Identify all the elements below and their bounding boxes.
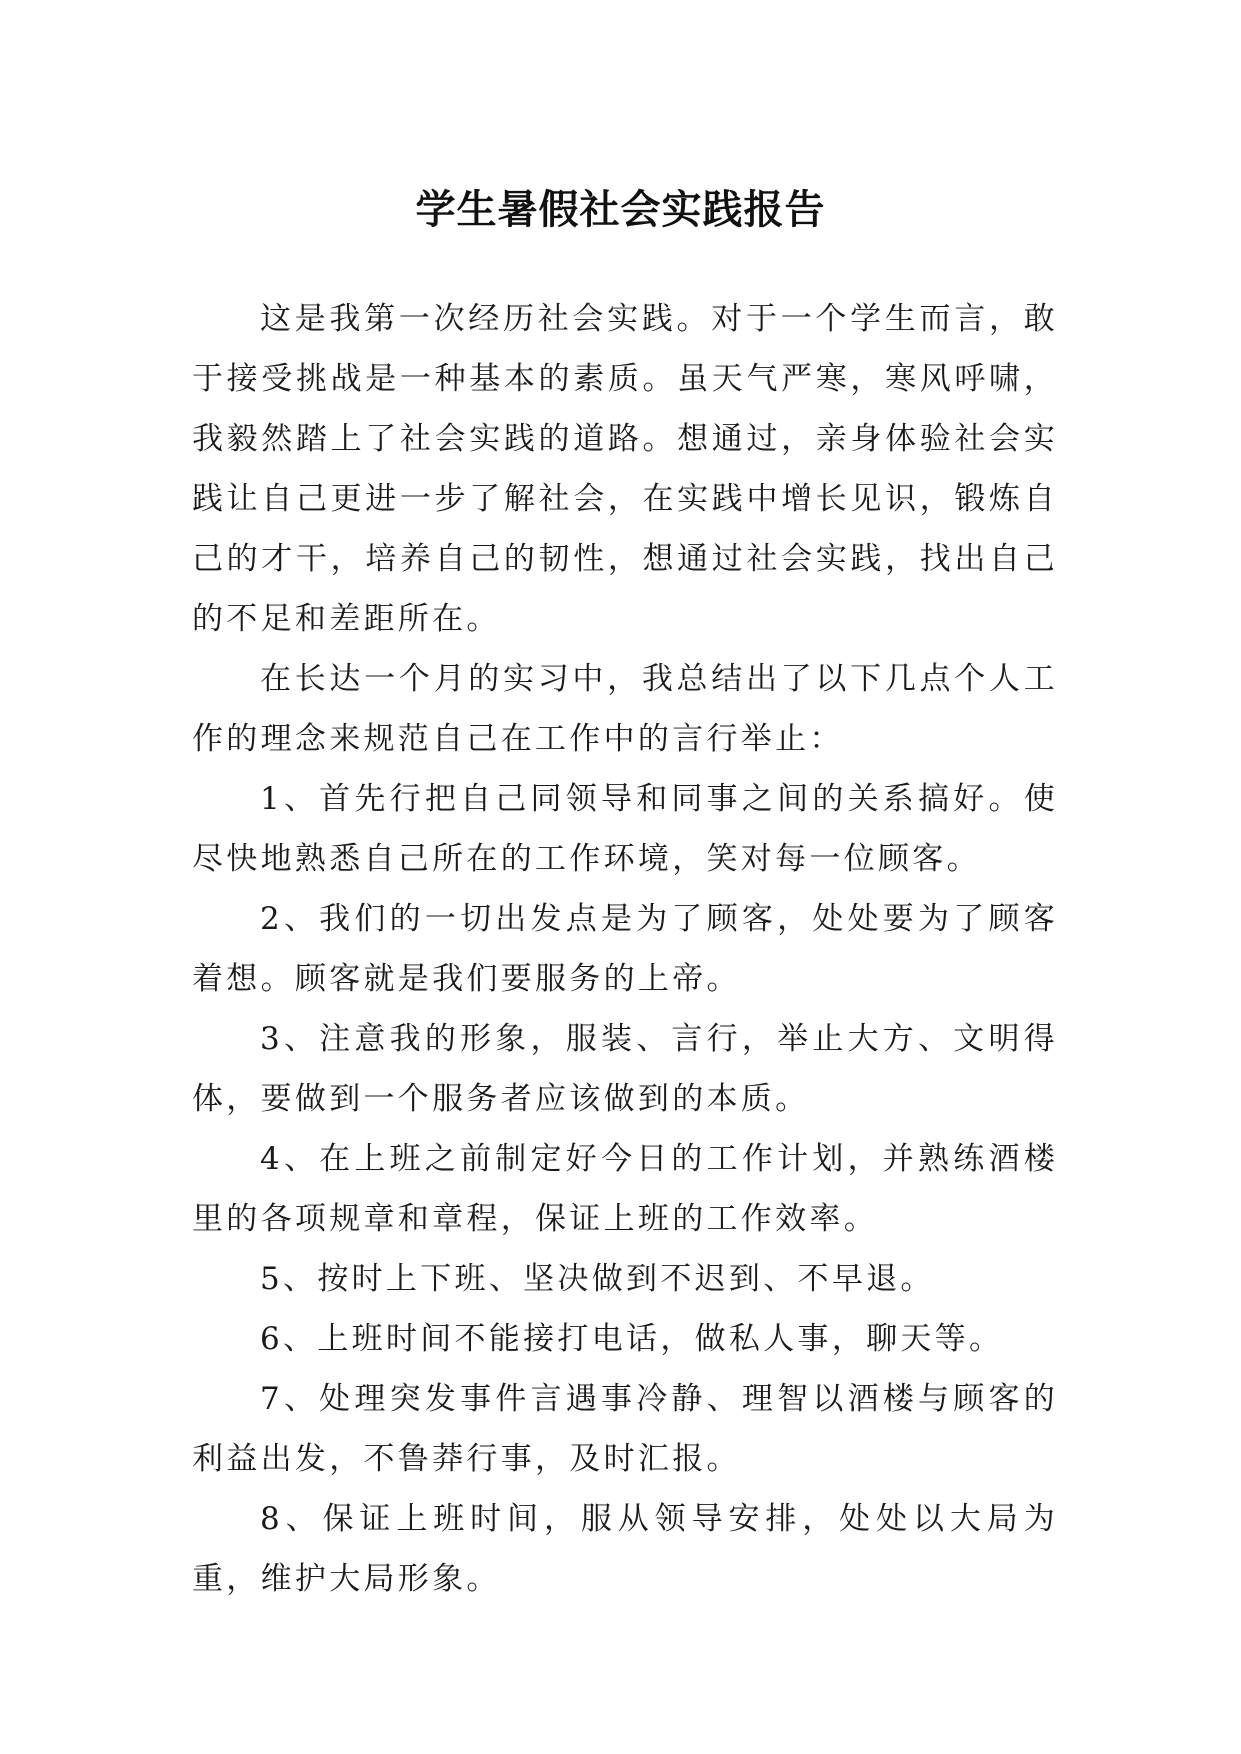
document-title: 学生暑假社会实践报告 [415,186,826,233]
list-item-2: 2、我们的一切出发点是为了顾客，处处要为了顾客着想。顾客就是我们要服务的上帝。 [192,901,1058,997]
paragraph-intro: 这是我第一次经历社会实践。对于一个学生而言，敢于接受挑战是一种基本的素质。虽天气严寒，寒风呼啸，我毅然踏上了社会实践的道路。想通过，亲身体验社会实践让自己更进一步了解社会，在实践中增长见识，锻炼自己的才干，培养自己的韧性，想通过社会实践，找出自己的不足和差距所在。 [192,301,1058,637]
list-item-7: 7、处理突发事件言遇事冷静、理智以酒楼与顾客的利益出发，不鲁莽行事，及时汇报。 [192,1381,1058,1477]
list-item-1: 1、首先行把自己同领导和同事之间的关系搞好。使尽快地熟悉自己所在的工作环境，笑对每一位顾客。 [192,781,1058,877]
list-item-6: 6、上班时间不能接打电话，做私人事，聊天等。 [260,1321,1004,1357]
document-body [192,289,1058,1609]
list-item-3: 3、注意我的形象，服装、言行，举止大方、文明得体，要做到一个服务者应该做到的本质。 [192,1021,1058,1117]
list-item-8: 8、保证上班时间，服从领导安排，处处以大局为重，维护大局形象。 [192,1501,1058,1597]
list-item-5: 5、按时上下班、坚决做到不迟到、不早退。 [260,1261,935,1297]
list-item-4: 4、在上班之前制定好今日的工作计划，并熟练酒楼里的各项规章和章程，保证上班的工作效率。 [192,1141,1058,1237]
paragraph-summary-lead: 在长达一个月的实习中，我总结出了以下几点个人工作的理念来规范自己在工作中的言行举止： [192,661,1058,757]
